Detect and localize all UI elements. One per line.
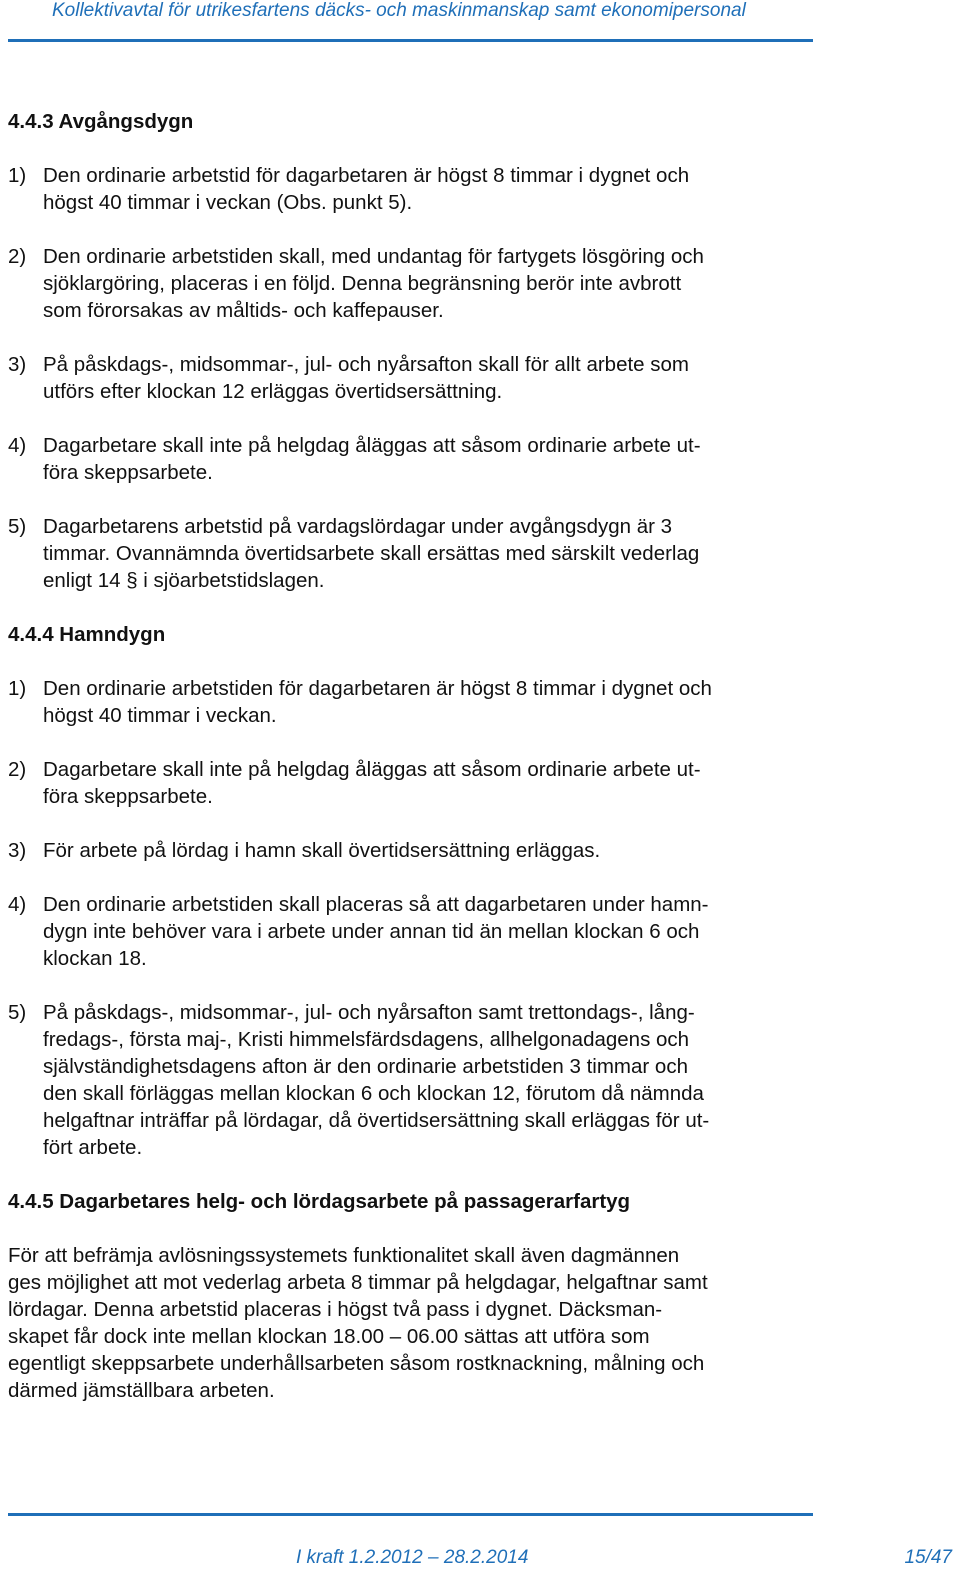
item-text <box>43 999 828 1161</box>
text-line: högst 40 timmar i veckan. <box>43 704 277 727</box>
list-item <box>8 675 828 729</box>
item-text <box>43 756 828 810</box>
text-line: sjöklargöring, placeras i en följd. Denna begränsning berör inte avbrott <box>43 272 682 295</box>
section-heading-443: 4.4.3 Avgångsdygn <box>8 110 194 133</box>
text-line: den skall förläggas mellan klockan 6 och klockan 12, förutom då nämnda <box>43 1082 704 1105</box>
item-number: 2) <box>8 245 27 268</box>
item-number: 5) <box>8 515 27 538</box>
text-line: helgaftnar inträffar på lördagar, då övertidsersättning skall erläggas för ut- <box>43 1109 710 1132</box>
list-item <box>8 756 828 810</box>
list-item <box>8 243 828 324</box>
text-line: fredags-, första maj-, Kristi himmelsfärdsdagens, allhelgonadagens och <box>43 1028 690 1051</box>
text-line: Den ordinarie arbetstiden skall, med undantag för fartygets lösgöring och <box>43 245 704 268</box>
text-line: högst 40 timmar i veckan (Obs. punkt 5). <box>43 191 413 214</box>
text-line: ges möjlighet att mot vederlag arbeta 8 timmar på helgdagar, helgaftnar samt <box>8 1271 708 1294</box>
text-line: fört arbete. <box>43 1136 143 1159</box>
item-text <box>43 891 828 972</box>
item-text <box>43 243 828 324</box>
item-number: 3) <box>8 839 27 862</box>
item-number: 2) <box>8 758 27 781</box>
list-item <box>8 162 828 216</box>
item-number: 3) <box>8 353 27 376</box>
section-heading-445: 4.4.5 Dagarbetares helg- och lördagsarbete på passagerarfartyg <box>8 1190 631 1213</box>
text-line: För arbete på lördag i hamn skall övertidsersättning erläggas. <box>43 839 601 862</box>
text-line: Den ordinarie arbetstiden för dagarbetaren är högst 8 timmar i dygnet och <box>43 677 712 700</box>
text-line: På påskdags-, midsommar-, jul- och nyårsafton skall för allt arbete som <box>43 353 690 376</box>
text-line: utförs efter klockan 12 erläggas övertidsersättning. <box>43 380 503 403</box>
item-number: 1) <box>8 164 27 187</box>
section-heading-444: 4.4.4 Hamndygn <box>8 623 166 646</box>
section-paragraph <box>8 1242 828 1404</box>
text-line: För att befrämja avlösningssystemets funktionalitet skall även dagmännen <box>8 1244 680 1267</box>
document-header-title: Kollektivavtal för utrikesfartens däcks- och maskinmanskap samt ekonomipersonal <box>52 0 746 21</box>
item-number: 4) <box>8 434 27 457</box>
text-line: På påskdags-, midsommar-, jul- och nyårsafton samt trettondags-, lång- <box>43 1001 695 1024</box>
footer-rule <box>8 1513 813 1516</box>
text-line: skapet får dock inte mellan klockan 18.00 – 06.00 sättas att utföra som <box>8 1325 650 1348</box>
text-line: Dagarbetare skall inte på helgdag åläggas att såsom ordinarie arbete ut- <box>43 758 701 781</box>
document-body <box>8 108 828 1404</box>
text-line: Den ordinarie arbetstiden skall placeras så att dagarbetaren under hamn- <box>43 893 709 916</box>
text-line: enligt 14 § i sjöarbetstidslagen. <box>43 569 325 592</box>
footer-validity: I kraft 1.2.2012 – 28.2.2014 <box>296 1547 529 1568</box>
text-line: Dagarbetarens arbetstid på vardagslördagar under avgångsdygn är 3 <box>43 515 673 538</box>
text-line: egentligt skeppsarbete underhållsarbeten såsom rostknackning, målning och <box>8 1352 705 1375</box>
text-line: därmed jämställbara arbeten. <box>8 1379 275 1402</box>
item-number: 1) <box>8 677 27 700</box>
item-text <box>43 837 828 864</box>
page-number: 15/47 <box>904 1547 952 1568</box>
item-text <box>43 162 828 216</box>
text-line: lördagar. Denna arbetstid placeras i högst två pass i dygnet. Däcksman- <box>8 1298 663 1321</box>
text-line: dygn inte behöver vara i arbete under annan tid än mellan klockan 6 och <box>43 920 700 943</box>
text-line: timmar. Ovannämnda övertidsarbete skall ersättas med särskilt vederlag <box>43 542 700 565</box>
list-item <box>8 999 828 1161</box>
list-item <box>8 513 828 594</box>
item-text <box>43 513 828 594</box>
item-text <box>43 432 828 486</box>
item-text <box>43 675 828 729</box>
list-item <box>8 891 828 972</box>
list-item <box>8 432 828 486</box>
text-line: Dagarbetare skall inte på helgdag åläggas att såsom ordinarie arbete ut- <box>43 434 701 457</box>
header-rule <box>8 39 813 42</box>
text-line: självständighetsdagens afton är den ordinarie arbetstiden 3 timmar och <box>43 1055 688 1078</box>
list-item <box>8 837 828 864</box>
text-line: föra skeppsarbete. <box>43 461 213 484</box>
text-line: som förorsakas av måltids- och kaffepauser. <box>43 299 444 322</box>
item-text <box>43 351 828 405</box>
list-item <box>8 351 828 405</box>
text-line: Den ordinarie arbetstid för dagarbetaren är högst 8 timmar i dygnet och <box>43 164 690 187</box>
text-line: klockan 18. <box>43 947 147 970</box>
item-number: 4) <box>8 893 27 916</box>
text-line: föra skeppsarbete. <box>43 785 213 808</box>
item-number: 5) <box>8 1001 27 1024</box>
